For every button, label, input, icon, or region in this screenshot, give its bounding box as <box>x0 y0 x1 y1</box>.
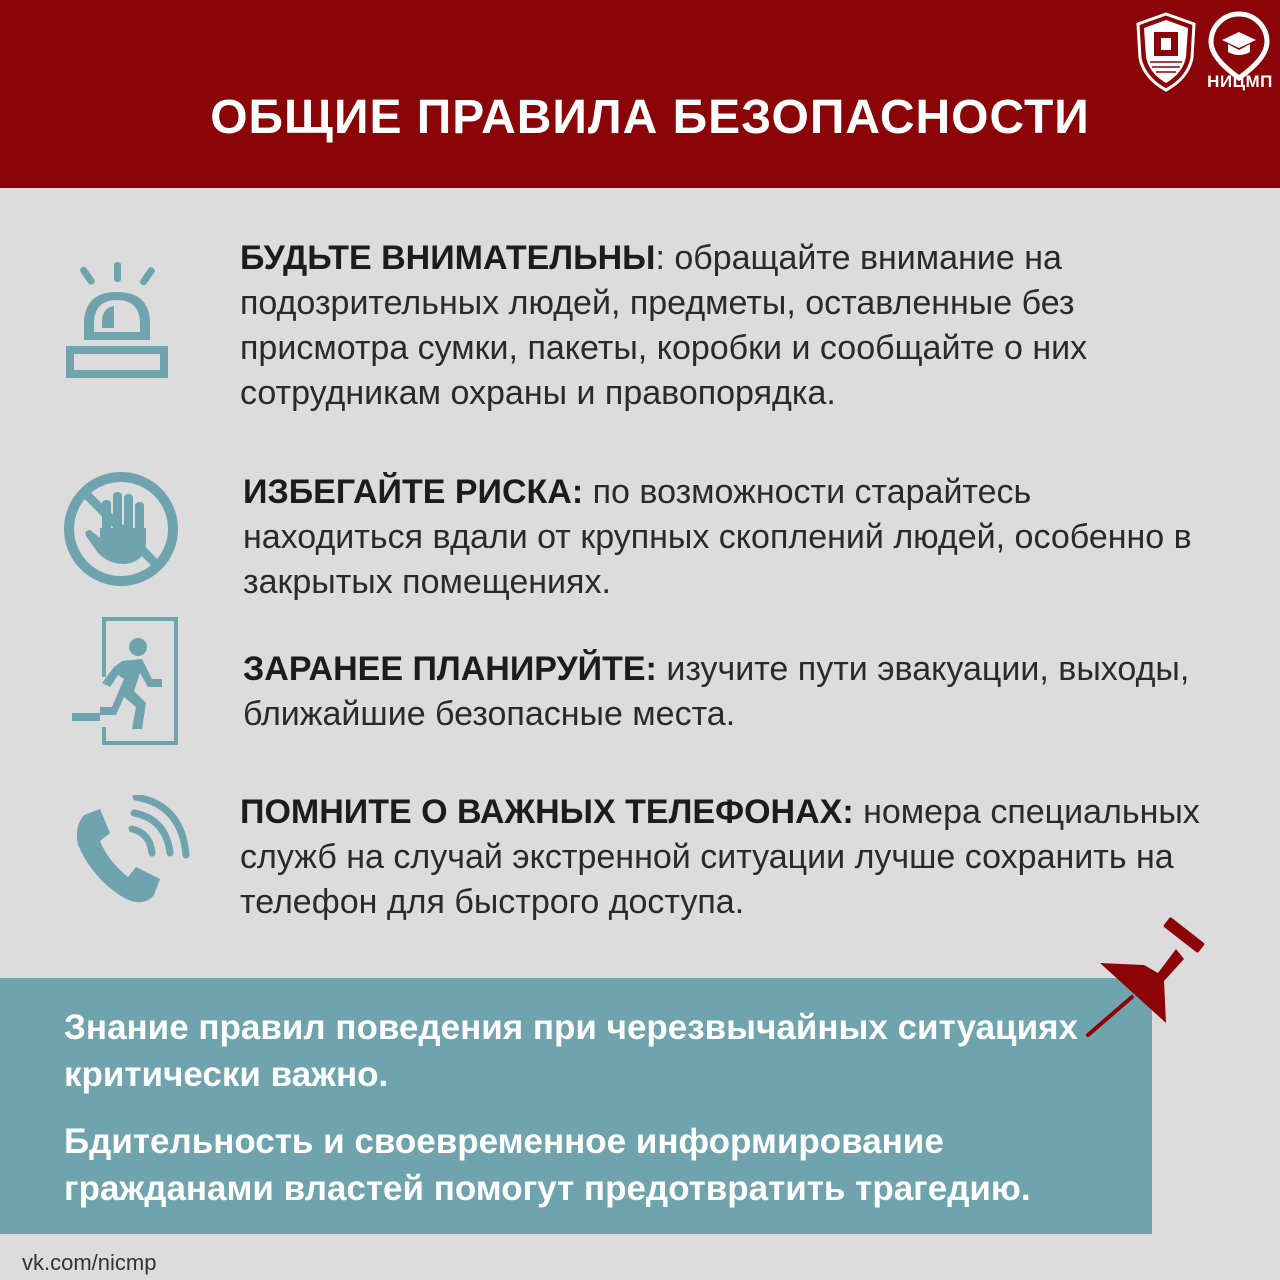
rule-body: изучите пути эвакуации, выходы, ближайшие безопасные места. <box>243 650 1190 733</box>
push-pin-icon <box>1080 915 1210 1045</box>
rule-heading: БУДЬТЕ ВНИМАТЕЛЬНЫ <box>240 239 656 277</box>
shield-emblem-icon <box>1134 12 1198 92</box>
rule-avoid-risk <box>243 470 1203 605</box>
rule-body: : обращайте внимание на подозрительных людей, предметы, оставленные без присмотра сумки, пакеты, коробки и сообщайте о них сотрудникам охраны и правопорядка. <box>240 239 1088 412</box>
rule-phones <box>240 790 1200 925</box>
emergency-exit-icon <box>70 617 180 747</box>
stop-hand-icon <box>62 470 180 588</box>
rule-heading: ЗАРАНЕЕ ПЛАНИРУЙТЕ: <box>243 650 657 688</box>
rule-plan-ahead <box>243 647 1203 737</box>
summary-paragraph-2: Бдительность и своевременное информирование гражданами властей помогут предотвратить трагедию. <box>64 1122 1031 1208</box>
phone-ringing-icon <box>70 795 190 915</box>
summary-panel <box>0 978 1152 1234</box>
rule-body: по возможности старайтесь находиться вдали от крупных скоплений людей, особенно в закрытых помещениях. <box>243 473 1192 601</box>
rule-body: номера специальных служб на случай экстренной ситуации лучше сохранить на телефон для быстрого доступа. <box>240 793 1200 921</box>
header-banner <box>0 0 1280 188</box>
rule-attentive <box>240 236 1230 416</box>
siren-icon <box>62 262 172 382</box>
rule-heading: ПОМНИТЕ О ВАЖНЫХ ТЕЛЕФОНАХ: <box>240 793 854 831</box>
page-title: ОБЩИЕ ПРАВИЛА БЕЗОПАСНОСТИ <box>210 91 1090 144</box>
summary-paragraph-1: Знание правил поведения при черезвычайных ситуациях критически важно. <box>64 1008 1078 1094</box>
nicmp-logo-text: НИЦМП <box>1207 72 1273 91</box>
rule-heading: ИЗБЕГАЙТЕ РИСКА: <box>243 473 584 511</box>
footer-link[interactable]: vk.com/nicmp <box>22 1250 157 1275</box>
